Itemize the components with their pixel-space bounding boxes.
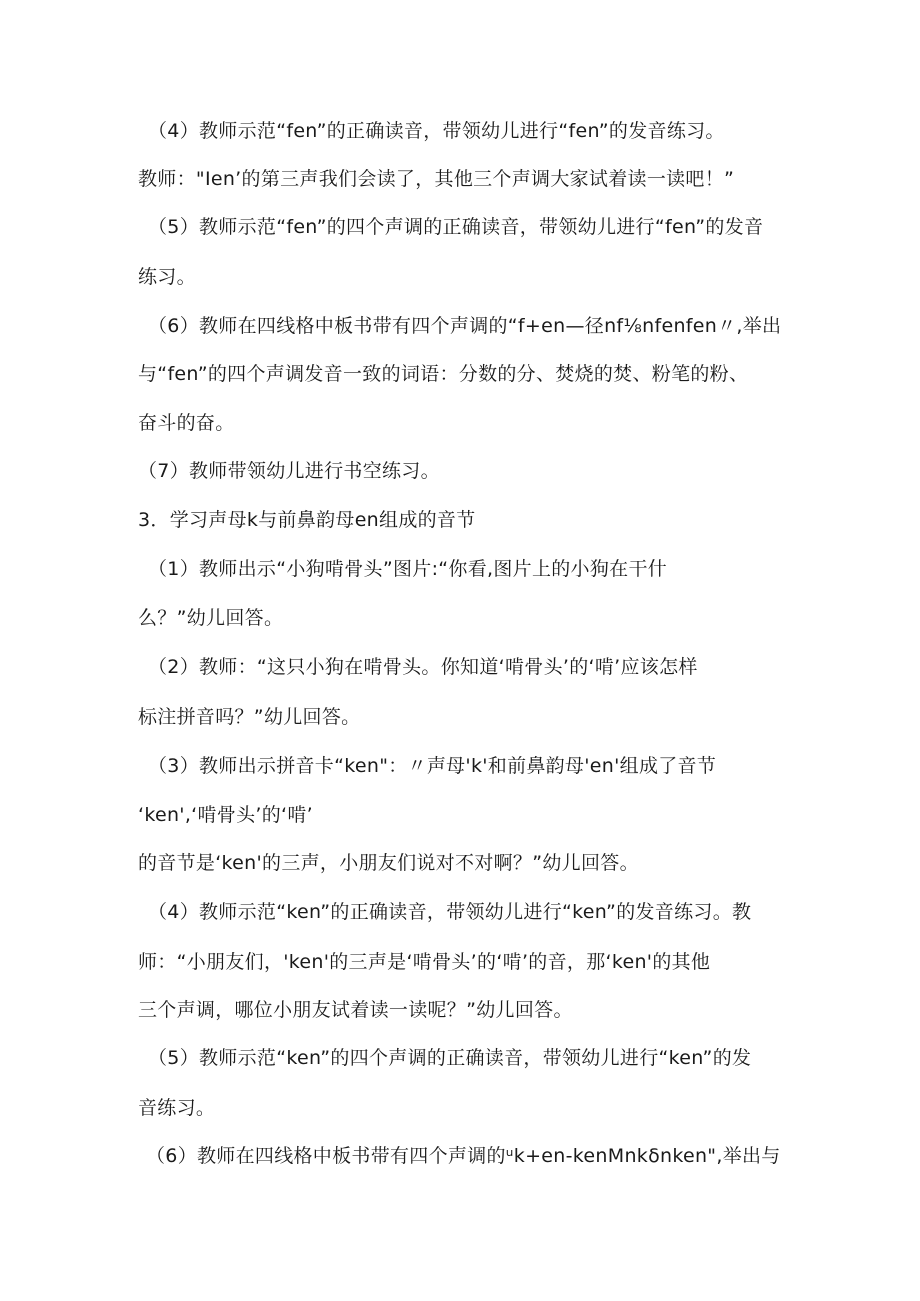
paragraph-line: （2）教师：“这只小狗在啃骨头。你知道‘啃骨头’的‘啃’应该怎样 [148, 656, 698, 678]
paragraph-line: （4）教师示范“fen”的正确读音，带领幼儿进行“fen”的发音练习。 [148, 120, 725, 142]
paragraph-line: （7）教师带领幼儿进行书空练习。 [138, 460, 440, 482]
paragraph-line: 么？”幼儿回答。 [138, 607, 284, 629]
paragraph-line: （3）教师出示拼音卡“ken"：〃声母'k'和前鼻韵母'en'组成了音节 [148, 755, 717, 777]
paragraph-line: 与“fen”的四个声调发音一致的词语：分数的分、焚烧的焚、粉笔的粉、 [138, 363, 749, 385]
paragraph-line: 三个声调，哪位小朋友试着读一读呢？”幼儿回答。 [138, 999, 573, 1021]
paragraph-line: 师：“小朋友们，'ken'的三声是‘啃骨头’的‘啃’的音，那‘ken'的其他 [138, 951, 711, 973]
paragraph-line: 音练习。 [138, 1097, 216, 1119]
paragraph-line: （5）教师示范“ken”的四个声调的正确读音，带领幼儿进行“ken”的发 [148, 1047, 752, 1069]
paragraph-line: 教师："Ien’的第三声我们会读了，其他三个声调大家试着读一读吧！” [138, 168, 735, 190]
paragraph-line: （6）教师在四线格中板书带有四个声调的“f+en—径nf⅛nfenfen〃,举出 [148, 315, 782, 337]
paragraph-line: ‘ken',‘啃骨头’的‘啃’ [138, 804, 314, 826]
paragraph-line: （5）教师示范“fen”的四个声调的正确读音，带领幼儿进行“fen”的发音 [148, 216, 764, 238]
paragraph-line: （1）教师出示“小狗啃骨头”图片:“你看,图片上的小狗在干什 [148, 558, 668, 580]
section-heading: 3．学习声母k与前鼻韵母en组成的音节 [138, 509, 476, 531]
paragraph-line: 奋斗的奋。 [138, 412, 235, 434]
paragraph-line: 标注拼音吗？”幼儿回答。 [138, 706, 361, 728]
paragraph-line: 的音节是‘ken'的三声，小朋友们说对不对啊？”幼儿回答。 [138, 852, 639, 874]
paragraph-line: 练习。 [138, 266, 196, 288]
paragraph-line: （4）教师示范“ken”的正确读音，带领幼儿进行“ken”的发音练习。教 [148, 901, 752, 923]
paragraph-line: （6）教师在四线格中板书带有四个声调的ᵘk+en-kenMnkδnken",举出与 [146, 1145, 781, 1167]
